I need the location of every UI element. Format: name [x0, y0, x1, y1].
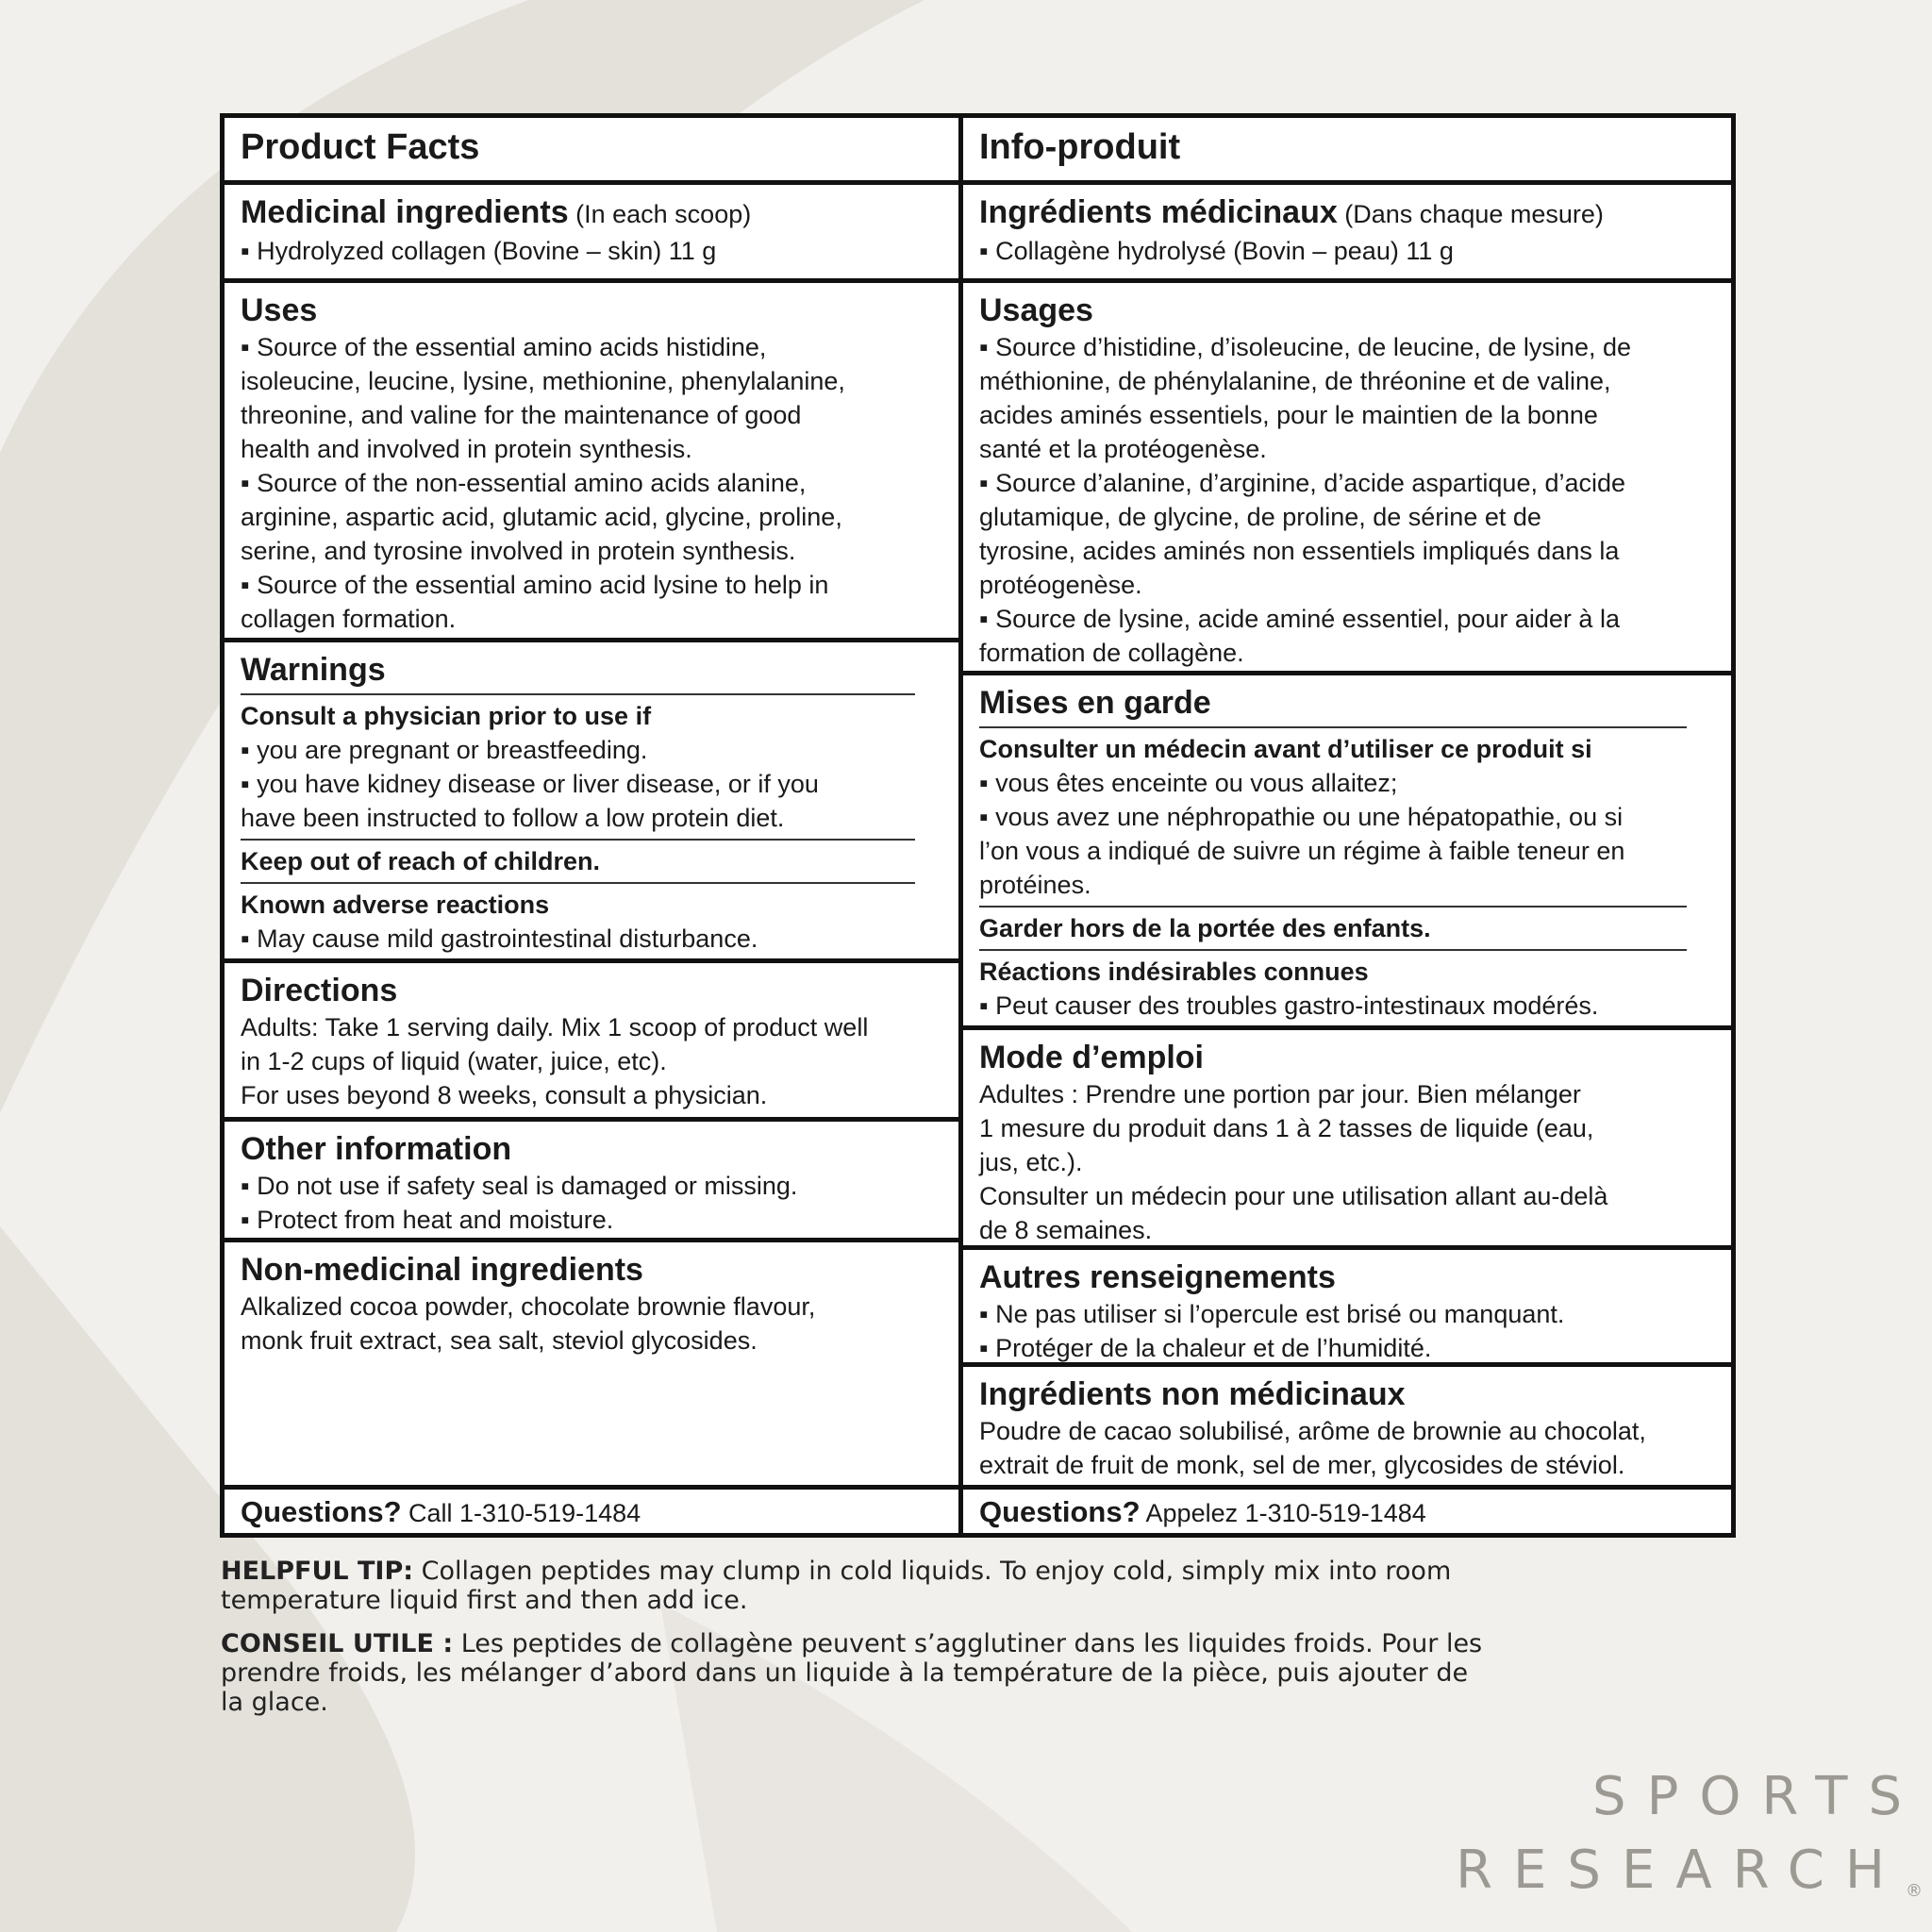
helpful-tip-line: temperature liquid first and then add ice.: [221, 1586, 748, 1615]
left-nonmed-line: Alkalized cocoa powder, chocolate brownie flavour,: [241, 1292, 816, 1321]
left-uses-line: health and involved in protein synthesis.: [241, 435, 692, 463]
registered-mark: ®: [1906, 1881, 1923, 1901]
right-questions-phone: Appelez 1-310-519-1484: [1140, 1499, 1426, 1527]
right-questions-label: Questions?: [979, 1495, 1141, 1528]
helpful-tip-label: HELPFUL TIP:: [221, 1557, 414, 1586]
right-medicinal-heading-text: Ingrédients médicinaux: [979, 194, 1338, 230]
helpful-tip-line: [221, 1557, 1560, 1586]
brand-logo-line1: SPORTS: [1592, 1766, 1923, 1827]
left-uses-line: ▪ Source of the essential amino acids histidine,: [241, 333, 767, 361]
left-consult-line: ▪ you are pregnant or breastfeeding.: [241, 736, 648, 764]
right-warnings-heading: Mises en garde: [979, 685, 1211, 721]
left-consult-line: ▪ you have kidney disease or liver disease, or if you: [241, 770, 819, 798]
left-other-line: ▪ Protect from heat and moisture.: [241, 1206, 614, 1234]
right-directions-line: Consulter un médecin pour une utilisation allant au-delà: [979, 1182, 1608, 1210]
right-uses-line: formation de collagène.: [979, 639, 1244, 667]
right-other-cell: [963, 1245, 1731, 1362]
conseil-utile-line: la glace.: [221, 1688, 328, 1717]
conseil-utile-line: [221, 1629, 1560, 1658]
left-uses-line: collagen formation.: [241, 605, 457, 633]
left-directions-cell: [225, 958, 958, 1117]
helpful-tip: [221, 1557, 1560, 1615]
left-other-heading: Other information: [241, 1131, 512, 1167]
left-uses-line: ▪ Source of the essential amino acid lysine to help in: [241, 571, 829, 599]
right-consult-line: ▪ vous êtes enceinte ou vous allaitez;: [979, 769, 1398, 797]
right-directions-line: Adultes : Prendre une portion par jour. Bien mélanger: [979, 1080, 1581, 1108]
left-uses-heading: Uses: [241, 292, 318, 328]
right-directions-line: de 8 semaines.: [979, 1216, 1153, 1244]
right-consult-line: protéines.: [979, 871, 1091, 899]
left-uses-line: arginine, aspartic acid, glutamic acid, glycine, proline,: [241, 503, 842, 531]
right-uses-line: ▪ Source d’histidine, d’isoleucine, de leucine, de lysine, de: [979, 333, 1631, 361]
left-medicinal-paren: (In each scoop): [568, 200, 752, 228]
divider: [979, 906, 1687, 908]
right-consult-heading: Consulter un médecin avant d’utiliser ce produit si: [979, 735, 1592, 763]
right-keep-out: Garder hors de la portée des enfants.: [979, 914, 1431, 942]
right-directions-heading: Mode d’emploi: [979, 1040, 1204, 1075]
left-title: Product Facts: [241, 127, 480, 167]
right-consult-line: l’on vous a indiqué de suivre un régime à faible teneur en: [979, 837, 1625, 865]
right-nonmed-line: Poudre de cacao solubilisé, arôme de brownie au chocolat,: [979, 1417, 1646, 1445]
right-uses-heading: Usages: [979, 292, 1093, 328]
right-adverse-heading: Réactions indésirables connues: [979, 958, 1369, 986]
left-nonmed-line: monk fruit extract, sea salt, steviol glycosides.: [241, 1326, 758, 1355]
divider: [241, 839, 915, 841]
left-uses-line: serine, and tyrosine involved in protein synthesis.: [241, 537, 796, 565]
right-medicinal-item: ▪ Collagène hydrolysé (Bovin – peau) 11 g: [979, 237, 1454, 265]
left-directions-line: For uses beyond 8 weeks, consult a physician.: [241, 1081, 768, 1109]
right-directions-line: 1 mesure du produit dans 1 à 2 tasses de liquide (eau,: [979, 1114, 1594, 1142]
right-adverse-line: ▪ Peut causer des troubles gastro-intestinaux modérés.: [979, 991, 1599, 1020]
conseil-utile-label: CONSEIL UTILE :: [221, 1629, 454, 1658]
right-other-heading: Autres renseignements: [979, 1259, 1336, 1295]
divider: [979, 949, 1687, 951]
left-adverse-heading: Known adverse reactions: [241, 891, 550, 919]
right-nonmed-cell: [963, 1362, 1731, 1485]
left-uses-line: threonine, and valine for the maintenance of good: [241, 401, 802, 429]
left-questions-cell: [225, 1485, 958, 1538]
right-nonmed-heading: Ingrédients non médicinaux: [979, 1376, 1406, 1412]
right-medicinal-heading: [979, 192, 1716, 234]
left-directions-line: in 1-2 cups of liquid (water, juice, etc).: [241, 1047, 667, 1075]
left-title-cell: [225, 118, 958, 180]
right-uses-cell: [963, 278, 1731, 671]
right-uses-line: ▪ Source de lysine, acide aminé essentiel, pour aider à la: [979, 605, 1620, 633]
right-uses-line: glutamique, de glycine, de proline, de sérine et de: [979, 503, 1541, 531]
left-medicinal-cell: [225, 180, 958, 278]
left-adverse-line: ▪ May cause mild gastrointestinal disturbance.: [241, 924, 758, 953]
right-questions-cell: [963, 1485, 1731, 1538]
left-directions-heading: Directions: [241, 973, 398, 1008]
right-nonmed-line: extrait de fruit de monk, sel de mer, glycosides de stéviol.: [979, 1451, 1625, 1479]
right-title-cell: [963, 118, 1731, 180]
divider: [241, 882, 915, 884]
left-warnings-cell: [225, 638, 958, 958]
right-consult-line: ▪ vous avez une néphropathie ou une hépatopathie, ou si: [979, 803, 1624, 831]
left-consult-heading: Consult a physician prior to use if: [241, 702, 652, 730]
left-medicinal-heading-text: Medicinal ingredients: [241, 194, 569, 230]
left-questions-label: Questions?: [241, 1495, 402, 1528]
brand-logo-word: RESEARCH: [1456, 1840, 1906, 1901]
divider: [979, 726, 1687, 728]
right-uses-line: acides aminés essentiels, pour le maintien de la bonne: [979, 401, 1598, 429]
right-other-line: ▪ Protéger de la chaleur et de l’humidité.: [979, 1334, 1432, 1362]
left-uses-line: isoleucine, leucine, lysine, methionine, phenylalanine,: [241, 367, 845, 395]
left-nonmed-heading: Non-medicinal ingredients: [241, 1252, 643, 1288]
divider: [241, 693, 915, 695]
left-other-line: ▪ Do not use if safety seal is damaged or missing.: [241, 1172, 798, 1200]
helpful-tip-text: Collagen peptides may clump in cold liquids. To enjoy cold, simply mix into room: [413, 1557, 1452, 1586]
left-uses-line: ▪ Source of the non-essential amino acids alanine,: [241, 469, 807, 497]
left-nonmed-cell: [225, 1238, 958, 1485]
left-medicinal-heading: [241, 192, 943, 234]
right-directions-line: jus, etc.).: [979, 1148, 1083, 1176]
brand-logo-line2: [1456, 1840, 1923, 1901]
right-directions-cell: [963, 1025, 1731, 1245]
right-other-line: ▪ Ne pas utiliser si l’opercule est brisé ou manquant.: [979, 1300, 1565, 1328]
left-uses-cell: [225, 278, 958, 638]
conseil-utile-text: Les peptides de collagène peuvent s’agglutiner dans les liquides froids. Pour les: [453, 1629, 1483, 1658]
right-uses-line: santé et la protéogenèse.: [979, 435, 1267, 463]
right-uses-line: protéogenèse.: [979, 571, 1142, 599]
left-medicinal-item: ▪ Hydrolyzed collagen (Bovine – skin) 11 g: [241, 237, 717, 265]
right-uses-line: méthionine, de phénylalanine, de thréonine et de valine,: [979, 367, 1611, 395]
right-title: Info-produit: [979, 127, 1181, 167]
right-medicinal-cell: [963, 180, 1731, 278]
left-questions-phone: Call 1-310-519-1484: [401, 1499, 641, 1527]
conseil-utile: [221, 1629, 1560, 1717]
left-consult-line: have been instructed to follow a low protein diet.: [241, 804, 785, 832]
right-uses-line: tyrosine, acides aminés non essentiels impliqués dans la: [979, 537, 1620, 565]
conseil-utile-line: prendre froids, les mélanger d’abord dans un liquide à la température de la pièce, puis ajouter de: [221, 1658, 1469, 1688]
left-keep-out: Keep out of reach of children.: [241, 847, 601, 875]
facts-panel: [220, 113, 1736, 1538]
left-other-cell: [225, 1117, 958, 1238]
left-warnings-heading: Warnings: [241, 652, 386, 688]
left-directions-line: Adults: Take 1 serving daily. Mix 1 scoop of product well: [241, 1013, 869, 1041]
right-uses-line: ▪ Source d’alanine, d’arginine, d’acide aspartique, d’acide: [979, 469, 1626, 497]
right-warnings-cell: [963, 671, 1731, 1025]
right-medicinal-paren: (Dans chaque mesure): [1337, 200, 1604, 228]
